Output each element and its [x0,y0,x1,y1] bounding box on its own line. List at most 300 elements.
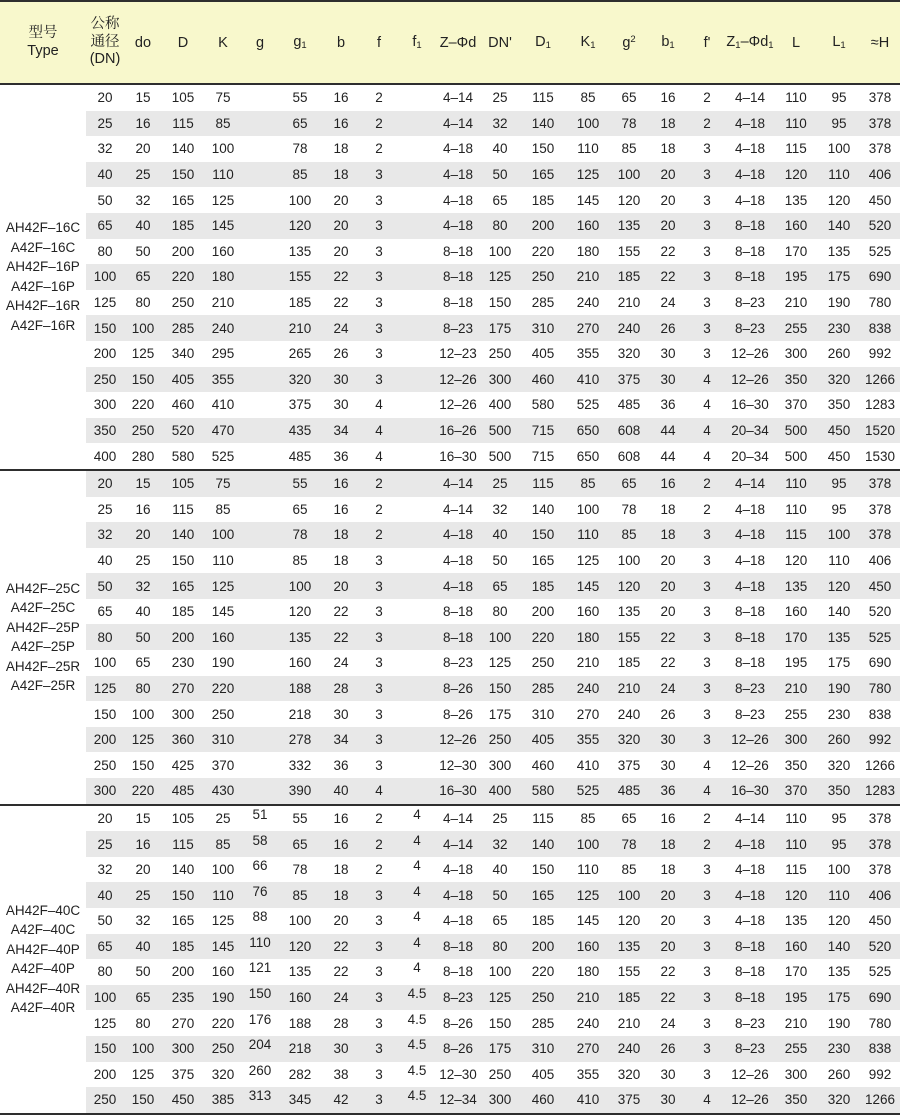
cell-b1: 18 [660,141,676,157]
cell-D: 150 [171,552,195,568]
cell-g2: 135 [617,604,641,620]
cell-do: 25 [124,162,162,188]
cell-g2: 210 [617,295,641,311]
cell-K: 160 [211,964,235,980]
cell-z-phi-d: 12–34 [436,1087,480,1113]
cell-dn: 400 [93,448,117,464]
cell-dn-prime: 40 [480,522,520,548]
cell-z-phi-d: 4–18 [436,882,480,908]
cell-H: 378 [860,805,900,832]
cell-D: 460 [171,397,195,413]
cell-z-phi-d: 8–26 [436,1036,480,1062]
cell-z-phi-d: 8–18 [436,624,480,650]
cell-H: 406 [860,162,900,188]
cell-L1: 175 [818,264,860,290]
cell-K1: 160 [576,604,600,620]
cell-K1: 180 [576,964,600,980]
cell-z1-phi-d1: 8–23 [734,706,766,722]
cell-K: 85 [204,831,242,857]
cell-dn-prime: 300 [488,757,512,773]
cell-g1: 65 [292,501,308,517]
cell-b1: 44 [648,418,688,444]
cell-f1: 4 [398,934,436,960]
table-row [0,650,900,676]
cell-f1 [398,315,436,341]
cell-K: 160 [204,624,242,650]
cell-L1: 120 [827,913,851,929]
type-label: A42F–25R [10,678,76,694]
cell-H: 378 [868,501,892,517]
cell-b: 16 [322,111,360,137]
cell-f1 [398,624,436,650]
cell-do: 50 [124,624,162,650]
cell-b1: 20 [648,934,688,960]
cell-g2: 135 [610,213,648,239]
cell-dn: 20 [86,805,124,832]
cell-z1-phi-d1: 8–23 [734,1015,766,1031]
table-row [0,934,900,960]
table-row [0,111,900,137]
cell-H: 520 [868,604,892,620]
cell-H: 450 [868,913,892,929]
cell-b1: 26 [648,1036,688,1062]
table-row [0,752,900,778]
cell-b1: 30 [660,757,676,773]
cell-H: 450 [860,573,900,599]
cell-f: 3 [360,162,398,188]
cell-dn-prime: 400 [480,778,520,805]
cell-D: 105 [162,805,204,832]
cell-f1 [398,778,436,805]
cell-dn: 125 [93,1015,117,1031]
cell-z1-phi-d1: 20–34 [731,448,769,464]
cell-g1: 210 [278,315,322,341]
cell-dn-prime: 150 [488,295,512,311]
cell-K: 85 [215,501,231,517]
cell-L: 350 [774,367,818,393]
type-label: A42F–16R [10,317,76,333]
cell-K1: 125 [576,552,600,568]
cell-z-phi-d: 4–18 [442,192,474,208]
cell-g2: 78 [610,111,648,137]
cell-D: 105 [162,470,204,497]
cell-K: 100 [204,522,242,548]
cell-dn-prime: 125 [480,264,520,290]
cell-b1: 26 [660,706,676,722]
cell-L1: 140 [827,604,851,620]
cell-D: 185 [162,934,204,960]
cell-f-prime: 3 [688,624,726,650]
cell-dn: 100 [86,264,124,290]
type-label: AH42F–25R [5,658,81,674]
cell-H: 1283 [860,778,900,805]
cell-z1-phi-d1: 4–18 [726,573,774,599]
cell-b1: 30 [648,727,688,753]
cell-K1: 355 [566,727,610,753]
cell-L1: 175 [827,655,851,671]
cell-dn-prime: 65 [492,192,508,208]
cell-f: 3 [360,727,398,753]
cell-D: 375 [171,1066,195,1082]
cell-H: 525 [860,624,900,650]
cell-b: 20 [333,192,349,208]
cell-g: 66 [252,858,268,874]
cell-K: 85 [204,111,242,137]
cell-z-phi-d: 8–18 [442,604,474,620]
cell-H: 838 [868,706,892,722]
cell-D: 220 [162,264,204,290]
cell-f: 3 [360,213,398,239]
cell-z1-phi-d1: 4–18 [726,882,774,908]
col-header-g2: b1 [648,2,688,84]
cell-do: 100 [124,1036,162,1062]
cell-f1: 4 [413,858,421,874]
cell-H: 690 [860,985,900,1011]
cell-g1: 78 [292,141,308,157]
cell-do: 32 [135,192,151,208]
cell-dn: 50 [97,913,113,929]
col-header-b: f [360,2,398,84]
cell-f1 [398,341,436,367]
cell-do: 25 [135,552,151,568]
cell-L1: 175 [818,985,860,1011]
cell-z-phi-d: 4–14 [442,90,474,106]
cell-L: 170 [784,964,808,980]
cell-dn: 150 [86,1036,124,1062]
cell-f-prime: 3 [703,655,711,671]
cell-K: 145 [204,213,242,239]
cell-dn-prime: 175 [488,706,512,722]
cell-f1: 4.5 [398,1036,436,1062]
cell-b: 20 [333,913,349,929]
cell-g [242,418,278,444]
cell-f: 3 [360,367,398,393]
cell-L: 170 [784,243,808,259]
cell-dn: 50 [97,192,113,208]
cell-z1-phi-d1: 4–18 [734,501,766,517]
cell-z1-phi-d1: 8–23 [726,676,774,702]
cell-D: 185 [171,604,195,620]
cell-z-phi-d: 12–26 [439,397,477,413]
cell-D1: 140 [531,501,555,517]
cell-f: 3 [360,882,398,908]
cell-b1: 22 [648,624,688,650]
cell-z-phi-d: 8–26 [442,706,474,722]
cell-f: 3 [360,264,398,290]
cell-z1-phi-d1: 8–18 [734,655,766,671]
cell-b1: 20 [660,604,676,620]
cell-f1 [398,548,436,574]
cell-z1-phi-d1: 8–23 [734,295,766,311]
cell-f1 [398,136,436,162]
cell-D: 165 [171,913,195,929]
cell-f: 3 [360,315,398,341]
type-label: AH42F–40R [5,980,81,996]
cell-g1: 375 [288,397,312,413]
table-row [0,805,900,832]
cell-do: 15 [124,470,162,497]
cell-g [242,290,278,316]
cell-D1: 115 [520,470,566,497]
cell-f: 3 [375,913,383,929]
cell-dn-prime: 25 [492,90,508,106]
cell-do: 150 [124,1087,162,1113]
cell-f-prime: 2 [688,111,726,137]
cell-g2: 375 [610,367,648,393]
cell-g [242,727,278,753]
cell-D: 115 [162,831,204,857]
cell-f-prime: 2 [688,805,726,832]
cell-g1: 85 [292,552,308,568]
cell-K: 210 [211,295,235,311]
cell-g1: 135 [288,964,312,980]
cell-z1-phi-d1: 12–26 [726,1087,774,1113]
cell-g [242,470,278,497]
cell-b: 24 [322,985,360,1011]
cell-b: 34 [322,727,360,753]
cell-dn: 65 [86,213,124,239]
col-header-z1-phi-d1: L [774,2,818,84]
cell-f1 [398,290,436,316]
cell-b1: 22 [648,264,688,290]
cell-K1: 125 [566,882,610,908]
cell-b1: 18 [648,831,688,857]
cell-D: 300 [171,706,195,722]
cell-dn: 20 [86,470,124,497]
cell-K1: 145 [566,573,610,599]
cell-f1 [398,84,436,111]
cell-g2: 65 [610,470,648,497]
cell-z1-phi-d1: 8–18 [726,624,774,650]
col-header-D1: K1 [566,2,610,84]
cell-b: 36 [333,448,349,464]
cell-f: 3 [375,604,383,620]
cell-z-phi-d: 8–26 [442,1015,474,1031]
cell-K1: 650 [576,448,600,464]
cell-g [242,701,278,727]
cell-f: 4 [360,418,398,444]
cell-g1: 278 [278,727,322,753]
cell-D1: 405 [531,1066,555,1082]
cell-H: 1266 [860,367,900,393]
cell-dn-prime: 100 [480,624,520,650]
cell-b: 22 [333,604,349,620]
cell-L1: 110 [828,552,850,568]
col-header-D: K [204,2,242,84]
col-header-type: 型号 Type [0,2,86,84]
table-header [0,2,900,84]
cell-L1: 135 [827,964,851,980]
cell-z1-phi-d1: 12–26 [726,367,774,393]
cell-H: 378 [860,111,900,137]
cell-z1-phi-d1: 8–18 [726,985,774,1011]
cell-f-prime: 3 [688,727,726,753]
cell-D1: 460 [531,757,555,773]
cell-D: 140 [171,141,195,157]
cell-g1: 188 [288,1015,312,1031]
cell-L1: 350 [827,397,851,413]
cell-f: 4 [375,448,383,464]
cell-f1 [398,701,436,727]
cell-z-phi-d: 4–18 [442,862,474,878]
table-row [0,599,900,625]
cell-L: 300 [774,727,818,753]
cell-g2: 155 [617,964,641,980]
cell-g [242,239,278,265]
cell-L: 255 [774,315,818,341]
table-row [0,1087,900,1113]
cell-f1 [398,727,436,753]
cell-do: 32 [135,913,151,929]
cell-f1 [398,752,436,778]
cell-f-prime: 2 [688,831,726,857]
cell-b1: 36 [660,397,676,413]
cell-H: 690 [868,655,892,671]
cell-f1 [398,239,436,265]
cell-f1 [398,111,436,137]
cell-g2: 320 [617,346,641,362]
cell-g2: 155 [610,624,648,650]
cell-g2: 185 [617,655,641,671]
cell-D1: 715 [531,448,555,464]
cell-g1: 332 [288,757,312,773]
cell-b1: 16 [660,90,676,106]
cell-K1: 210 [576,655,600,671]
cell-H: 1283 [864,397,896,413]
table-row [0,778,900,805]
cell-z-phi-d: 12–26 [436,727,480,753]
cell-K: 110 [204,882,242,908]
series-group-25 [0,470,900,805]
cell-z1-phi-d1: 4–14 [726,470,774,497]
cell-K1: 85 [580,90,596,106]
cell-g1: 100 [288,192,312,208]
cell-f: 3 [375,346,383,362]
type-label: A42F–25P [11,639,75,655]
table-row [0,239,900,265]
cell-f: 3 [375,1015,383,1031]
cell-f-prime: 3 [688,676,726,702]
cell-b: 20 [322,213,360,239]
cell-L: 195 [774,264,818,290]
cell-z1-phi-d1: 4–18 [734,141,766,157]
cell-D1: 115 [520,805,566,832]
cell-f-prime: 3 [703,192,711,208]
cell-dn: 300 [86,778,124,805]
cell-f1 [398,573,436,599]
cell-K: 25 [204,805,242,832]
type-label: A42F–40C [10,922,76,938]
cell-do: 16 [124,831,162,857]
type-label: AH42F–25C [5,580,81,596]
cell-g1: 160 [288,655,312,671]
cell-f-prime: 3 [688,213,726,239]
cell-f-prime: 3 [688,1036,726,1062]
type-label: AH42F–16P [6,259,80,275]
cell-L: 500 [784,448,808,464]
cell-z-phi-d: 8–18 [436,934,480,960]
cell-L1: 230 [818,315,860,341]
cell-g [242,548,278,574]
cell-K: 470 [204,418,242,444]
cell-b1: 20 [648,882,688,908]
cell-z-phi-d: 4–18 [436,573,480,599]
cell-f-prime: 2 [688,470,726,497]
cell-do: 280 [131,448,155,464]
cell-do: 40 [124,934,162,960]
cell-f-prime: 4 [703,757,711,773]
cell-g2: 608 [617,448,641,464]
cell-L: 210 [784,1015,808,1031]
col-header-g1: b [322,2,360,84]
cell-b: 28 [333,1015,349,1031]
cell-b1: 22 [660,964,676,980]
cell-D1: 165 [520,162,566,188]
type-label: A42F–16C [10,239,76,255]
cell-z1-phi-d1: 4–18 [734,913,766,929]
cell-dn: 300 [93,397,117,413]
cell-K1: 160 [566,213,610,239]
cell-D1: 150 [531,862,555,878]
cell-f1: 4.5 [407,1062,427,1078]
cell-dn: 200 [93,1066,117,1082]
cell-dn-prime: 80 [492,604,508,620]
cell-do: 150 [131,757,155,773]
cell-L: 120 [774,162,818,188]
valve-dimensions-table [0,2,900,1113]
cell-K1: 180 [576,243,600,259]
cell-D1: 220 [531,243,555,259]
cell-dn: 25 [86,831,124,857]
cell-g2: 210 [610,676,648,702]
cell-do: 80 [135,1015,151,1031]
cell-dn: 350 [86,418,124,444]
cell-K1: 110 [577,862,599,878]
cell-z-phi-d: 8–18 [442,243,474,259]
table-row [0,985,900,1011]
cell-b1: 24 [660,295,676,311]
cell-L1: 95 [831,501,847,517]
cell-g [242,443,278,470]
cell-L: 160 [774,213,818,239]
cell-do: 40 [124,213,162,239]
cell-K: 220 [204,676,242,702]
cell-do: 250 [124,418,162,444]
cell-f-prime: 3 [703,604,711,620]
cell-f1 [398,443,436,470]
cell-z1-phi-d1: 12–26 [731,757,769,773]
cell-f-prime: 4 [703,397,711,413]
cell-do: 20 [135,141,151,157]
cell-z-phi-d: 8–18 [442,295,474,311]
table-row [0,522,900,548]
cell-g [242,84,278,111]
cell-z-phi-d: 8–26 [436,676,480,702]
cell-f-prime: 3 [703,706,711,722]
cell-D: 140 [162,522,204,548]
cell-D: 200 [171,243,195,259]
cell-L1: 320 [818,1087,860,1113]
cell-z1-phi-d1: 4–18 [726,111,774,137]
cell-D1: 220 [531,964,555,980]
cell-g [242,162,278,188]
table-row [0,497,900,523]
cell-b: 22 [333,964,349,980]
cell-L1: 190 [827,295,851,311]
cell-D: 115 [172,501,194,517]
cell-K1: 210 [566,264,610,290]
cell-f1: 4.5 [407,1011,427,1027]
